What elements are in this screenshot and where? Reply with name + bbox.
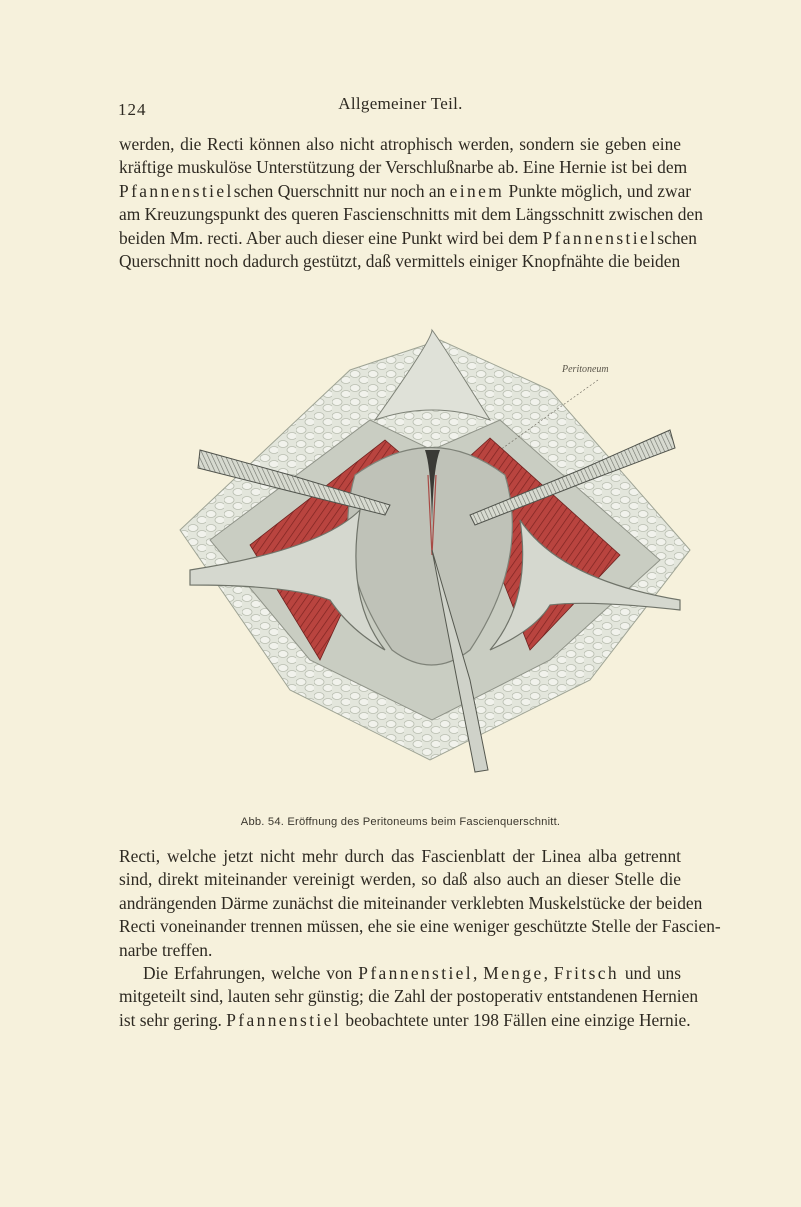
author-name: Menge	[483, 963, 544, 984]
text-line: am Kreuzungspunkt des queren Fascienschnitts mit dem Längsschnitt zwischen den	[119, 204, 703, 225]
author-name: Pfannenstiel	[119, 180, 234, 201]
text-line: mitgeteilt sind, lauten sehr günstig; die Zahl der postoperativ entstandenen Hernien	[119, 986, 699, 1007]
author-name: Pfannenstiel	[358, 963, 474, 984]
text-fragment: schen Querschnitt nur noch an	[233, 180, 446, 201]
text-line: Recti, welche jetzt nicht mehr durch das Fascienblatt der Linea alba getrennt	[119, 846, 681, 866]
figure-caption: Abb. 54. Eröffnung des Peritoneums beim Fascienquerschnitt.	[240, 816, 561, 828]
paragraph-2	[119, 845, 721, 1032]
text-line	[119, 180, 692, 203]
text-line	[119, 1009, 691, 1032]
text-fragment: schen	[657, 227, 697, 248]
text-fragment: und uns	[624, 963, 681, 984]
text-fragment: ist sehr gering.	[119, 1009, 222, 1030]
text-fragment: Die Erfahrungen, welche von	[143, 963, 353, 984]
text-line: kräftige muskulöse Unterstützung der Verschlußnarbe ab. Eine Hernie ist bei dem	[119, 157, 688, 178]
paragraph-1	[119, 133, 703, 273]
text-line: andrängenden Därme zunächst die miteinander verklebten Muskelstücke der beiden	[119, 892, 703, 913]
text-line: werden, die Recti können also nicht atrophisch werden, sondern sie geben eine	[119, 134, 681, 154]
author-name: Pfannenstiel	[226, 1009, 342, 1030]
author-name: Fritsch	[553, 963, 619, 984]
text-line: sind, direkt miteinander vereinigt werden, so daß also auch an dieser Stelle die	[119, 869, 681, 890]
surgical-illustration	[170, 300, 702, 800]
text-line	[119, 227, 697, 250]
text-line: Recti voneinander trennen müssen, ehe sie eine weniger geschützte Stelle der Fascien-	[119, 916, 721, 937]
text-fragment: beiden Mm. recti. Aber auch dieser eine Punkt wird bei dem	[119, 227, 539, 248]
text-fragment: beobachtete unter 198 Fällen eine einzige Hernie.	[345, 1009, 691, 1030]
running-title: Allgemeiner Teil.	[338, 94, 463, 113]
text-line: Querschnitt noch dadurch gestützt, daß vermittels einiger Knopfnähte die beiden	[119, 251, 681, 272]
emphasis: einem	[449, 180, 505, 201]
author-name: Pfannenstiel	[542, 227, 658, 248]
text-line: narbe treffen.	[119, 939, 213, 960]
text-fragment: Punkte möglich, und zwar	[508, 180, 692, 201]
figure-label: Peritoneum	[562, 364, 609, 375]
page-number: 124	[118, 100, 147, 119]
text-line: Die Erfahrungen, welche von Pfannenstiel, Menge, Fritsch und uns	[143, 963, 681, 984]
